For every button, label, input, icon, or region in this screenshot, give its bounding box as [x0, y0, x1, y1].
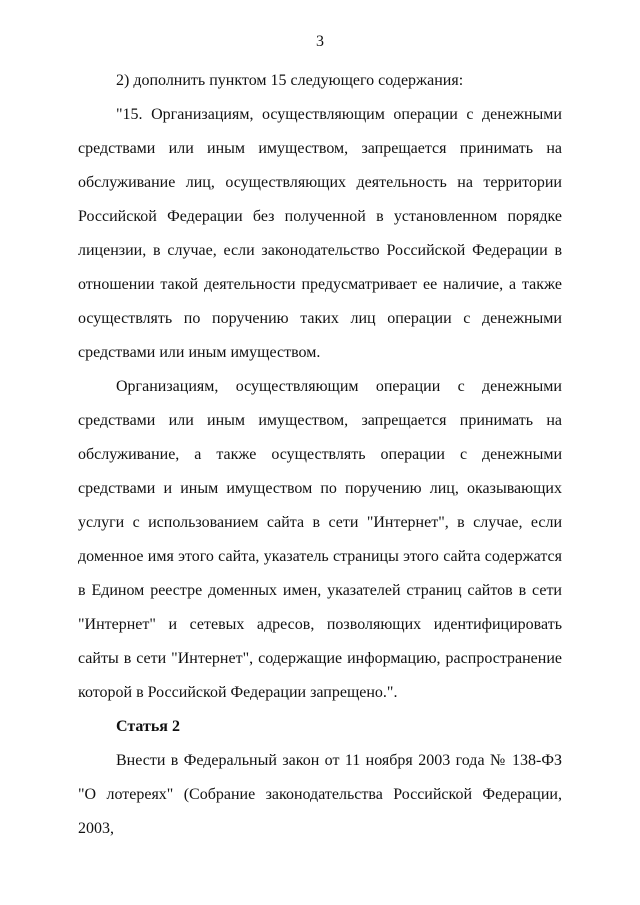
paragraph-internet-sites: Организациям, осуществляющим операции с денежными средствами или иным имуществом, запрещается принимать на обслуживание, а также осуществлять операции с денежными средствами и иным имуществом по поручению лиц, оказывающих услуги с использованием сайта в сети "Интернет", в случае, если доменное имя этого сайта, указатель страницы этого сайта содержатся в Едином реестре доменных имен, указателей страниц сайтов в сети "Интернет" и сетевых адресов, позволяющих идентифицировать сайты в сети "Интернет", содержащие информацию, распространение которой в Российской Федерации запрещено.".	[78, 378, 562, 701]
page-number: 3	[316, 33, 324, 50]
paragraph-lottery-law: Внести в Федеральный закон от 11 ноября 2003 года № 138-ФЗ "О лотереях" (Собрание законодательства Российской Федерации, 2003,	[78, 752, 562, 837]
article-heading: Статья 2	[116, 718, 180, 735]
paragraph-amendment-intro: 2) дополнить пунктом 15 следующего содержания:	[116, 72, 464, 89]
paragraph-item-15: "15. Организациям, осуществляющим операции с денежными средствами или иным имуществом, запрещается принимать на обслуживание лиц, осуществляющих деятельность на территории Российской Федерации без полученной в установленном порядке лицензии, в случае, если законодательство Российской Федерации в отношении такой деятельности предусматривает ее наличие, а также осуществлять по поручению таких лиц операции с денежными средствами или иным имуществом.	[78, 106, 562, 361]
document-body	[78, 64, 562, 846]
